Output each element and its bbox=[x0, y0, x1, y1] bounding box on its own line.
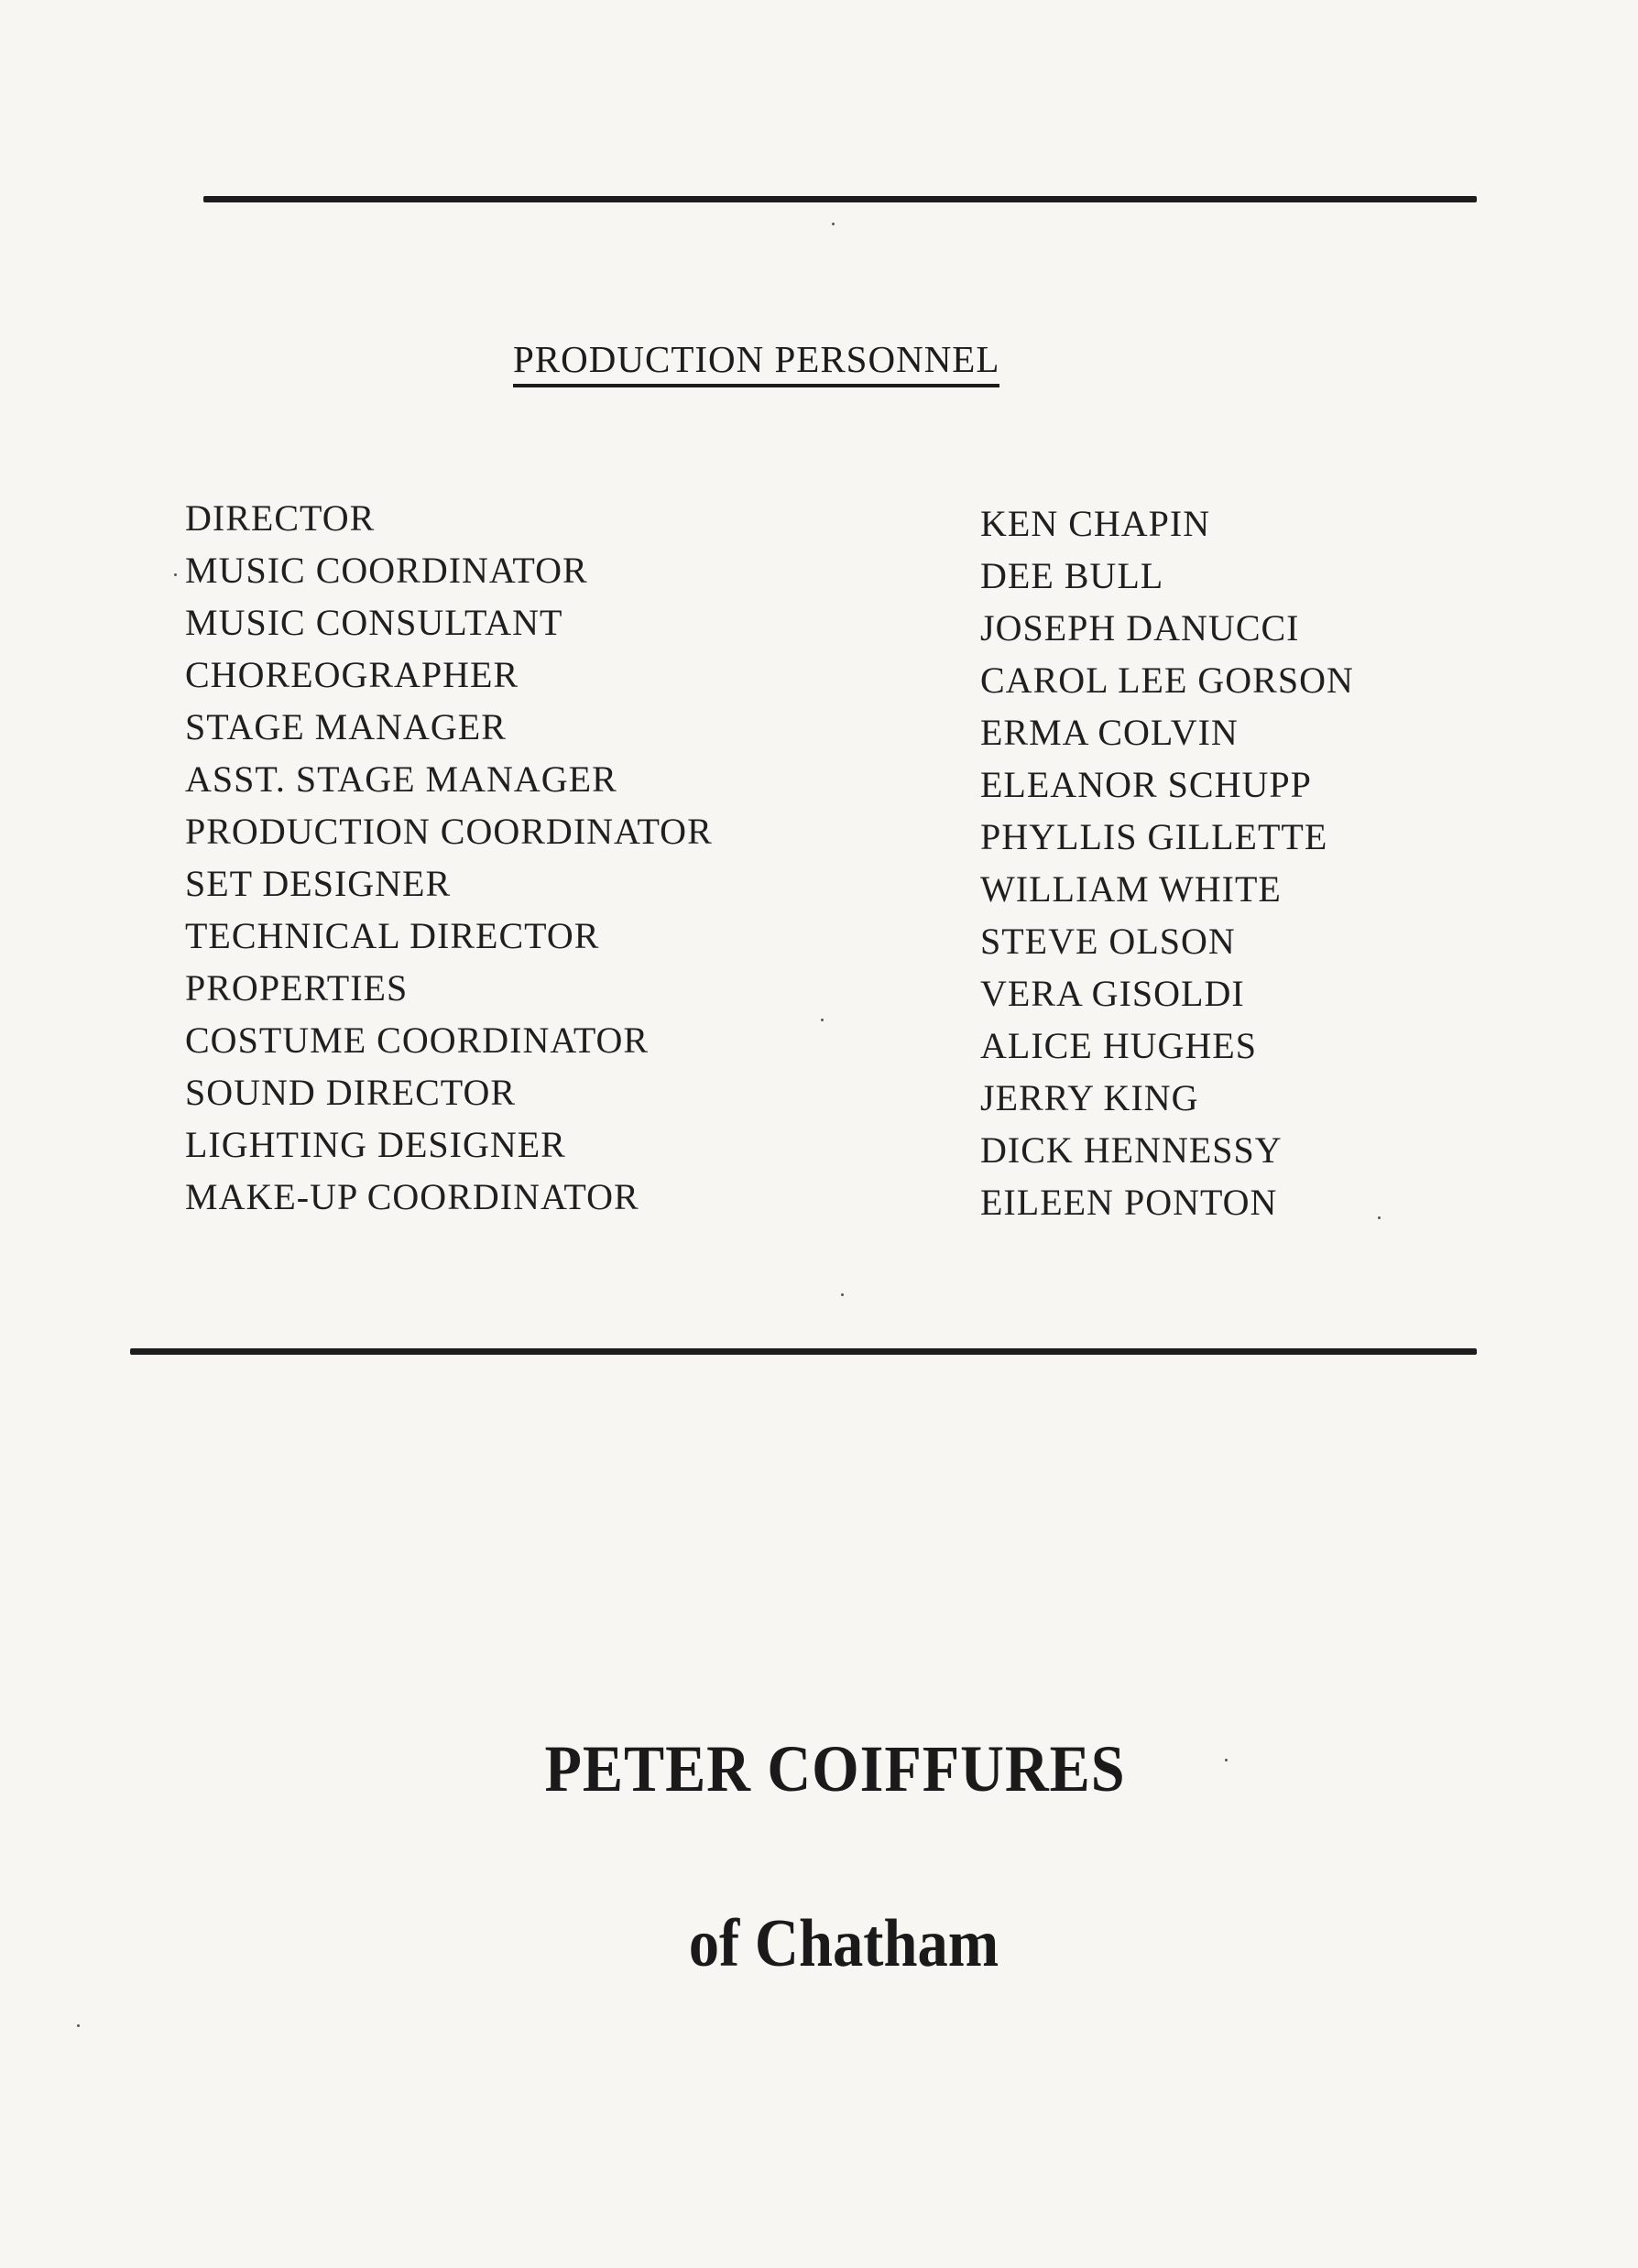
role-label: MUSIC CONSULTANT bbox=[185, 602, 563, 643]
paper-speck bbox=[77, 2024, 80, 2027]
role-label: DIRECTOR bbox=[185, 497, 376, 539]
person-name: CAROL LEE GORSON bbox=[980, 660, 1354, 701]
role-label: SET DESIGNER bbox=[185, 863, 452, 904]
role-label: PROPERTIES bbox=[185, 967, 409, 1009]
role-label: LIGHTING DESIGNER bbox=[185, 1124, 566, 1165]
name-column bbox=[980, 497, 1530, 1228]
person-name: KEN CHAPIN bbox=[980, 503, 1211, 544]
person-name: PHYLLIS GILLETTE bbox=[980, 816, 1328, 857]
role-label: CHOREOGRAPHER bbox=[185, 654, 519, 695]
role-label: MUSIC COORDINATOR bbox=[185, 550, 588, 591]
role-label: SOUND DIRECTOR bbox=[185, 1072, 517, 1113]
role-label: COSTUME COORDINATOR bbox=[185, 1020, 650, 1061]
paper-speck bbox=[841, 1293, 844, 1296]
paper-speck bbox=[832, 223, 835, 225]
role-label: PRODUCTION COORDINATOR bbox=[185, 811, 713, 852]
paper-speck bbox=[1225, 1759, 1228, 1761]
person-name: DICK HENNESSY bbox=[980, 1129, 1283, 1171]
paper-speck bbox=[821, 1019, 824, 1021]
role-column bbox=[185, 492, 881, 1223]
person-name: EILEEN PONTON bbox=[980, 1182, 1278, 1223]
section-heading: PRODUCTION PERSONNEL bbox=[513, 339, 999, 387]
person-name: VERA GISOLDI bbox=[980, 973, 1245, 1014]
person-name: ERMA COLVIN bbox=[980, 712, 1239, 753]
person-name: WILLIAM WHITE bbox=[980, 868, 1282, 910]
role-label: ASST. STAGE MANAGER bbox=[185, 758, 617, 800]
paper-speck bbox=[174, 573, 177, 576]
top-divider bbox=[203, 196, 1477, 202]
person-name: STEVE OLSON bbox=[980, 921, 1236, 962]
role-label: MAKE-UP COORDINATOR bbox=[185, 1176, 639, 1217]
advertisement-subtitle: of Chatham bbox=[688, 1906, 999, 1981]
role-label: STAGE MANAGER bbox=[185, 706, 507, 747]
advertisement-title: PETER COIFFURES bbox=[544, 1732, 1126, 1805]
person-name: DEE BULL bbox=[980, 555, 1164, 596]
person-name: JOSEPH DANUCCI bbox=[980, 607, 1300, 649]
person-name: ALICE HUGHES bbox=[980, 1025, 1257, 1066]
person-name: JERRY KING bbox=[980, 1077, 1199, 1118]
paper-speck bbox=[1378, 1216, 1381, 1219]
role-label: TECHNICAL DIRECTOR bbox=[185, 915, 600, 956]
bottom-divider bbox=[130, 1348, 1477, 1355]
person-name: ELEANOR SCHUPP bbox=[980, 764, 1312, 805]
